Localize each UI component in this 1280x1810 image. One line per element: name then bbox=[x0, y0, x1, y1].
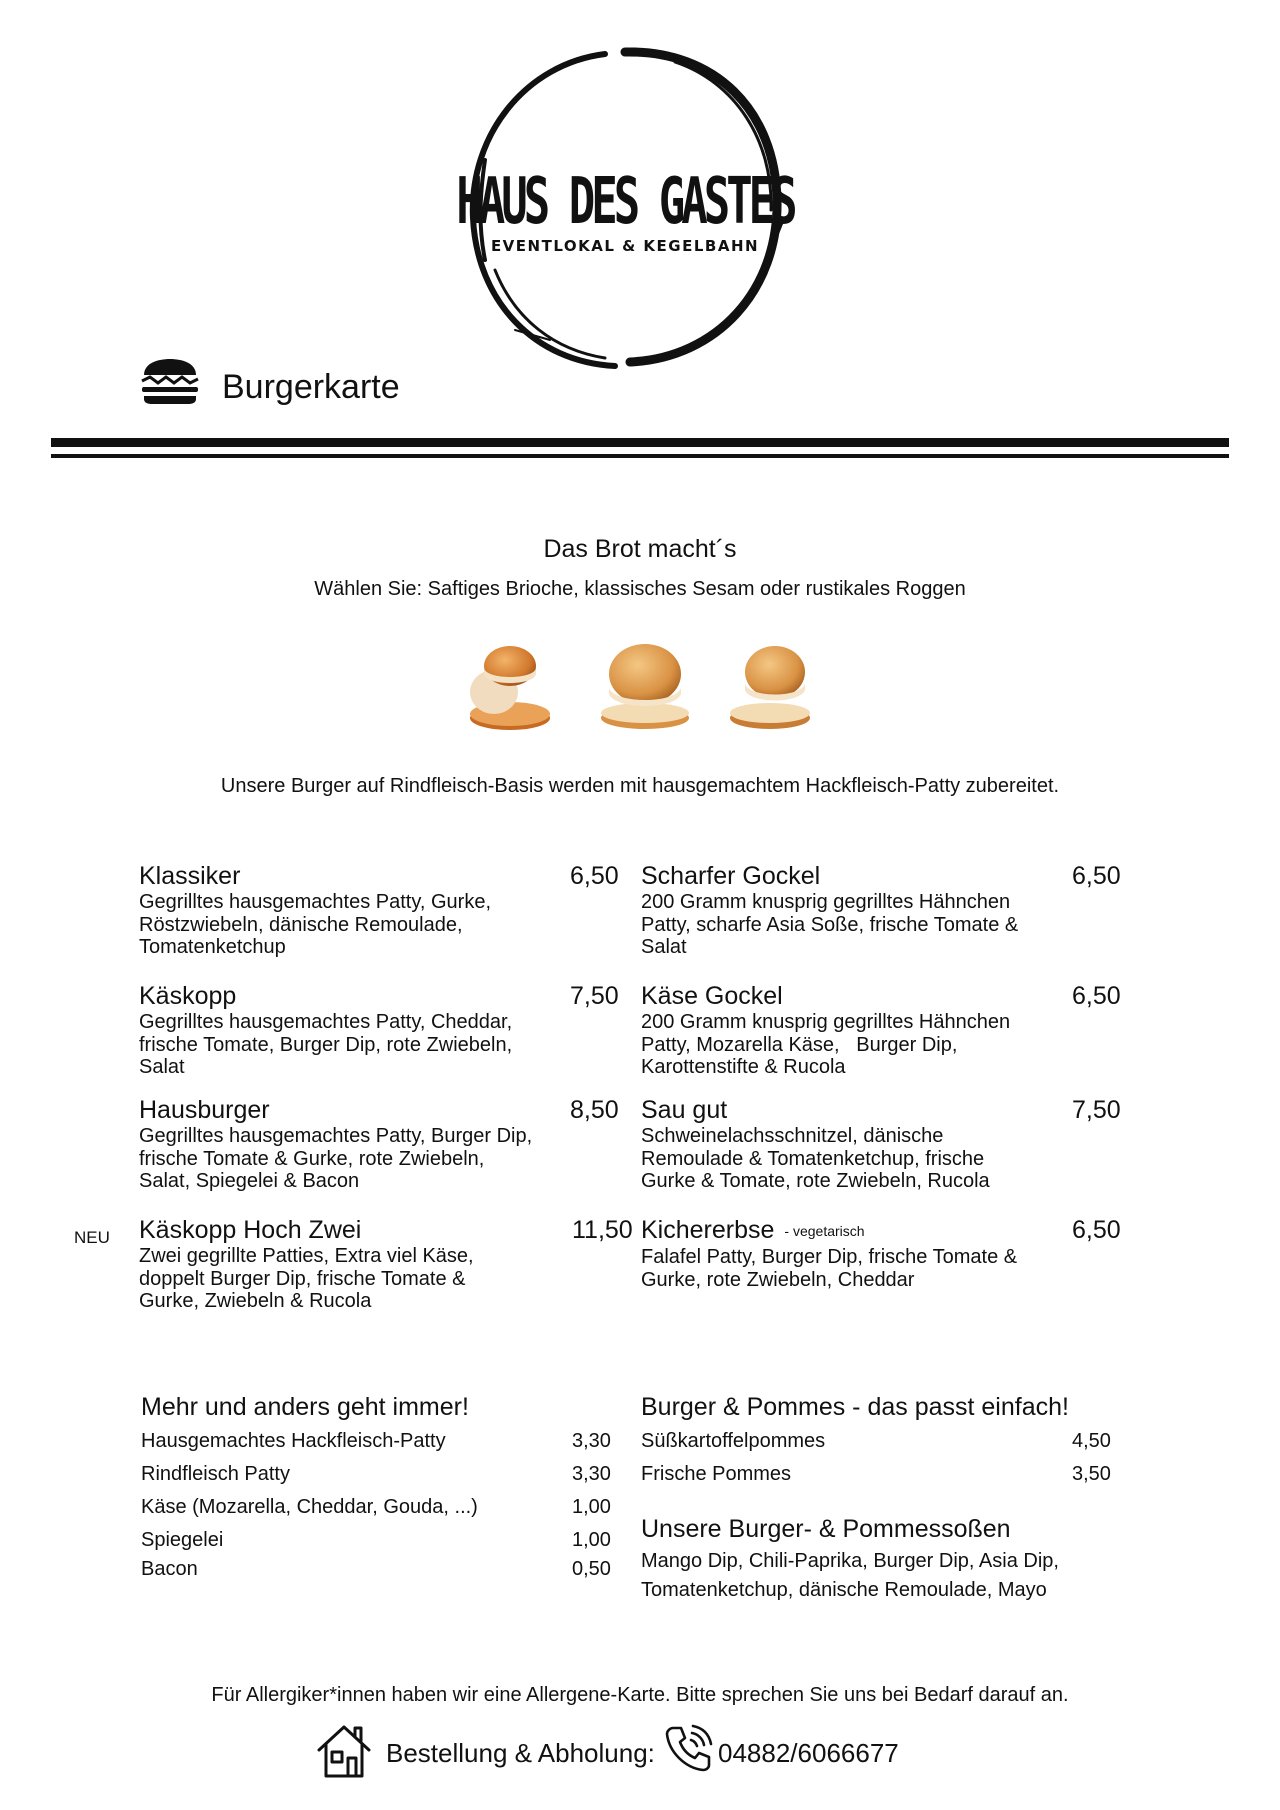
bun-images bbox=[450, 618, 840, 743]
sauces-line: Tomatenketchup, dänische Remoulade, Mayo bbox=[641, 1579, 1047, 1601]
menu-item bbox=[641, 1216, 1141, 1291]
divider-thin bbox=[51, 454, 1229, 458]
item-price: 7,50 bbox=[570, 982, 619, 1010]
item-description: Schweinelachsschnitzel, dänische Remoulade & Tomatenketchup, frische Gurke & Tomate, rote Zwiebeln, Rucola bbox=[641, 1125, 990, 1192]
item-name: Käskopp bbox=[139, 982, 237, 1010]
item-description: 200 Gramm knusprig gegrilltes Hähnchen Patty, scharfe Asia Soße, frische Tomate & Salat bbox=[641, 891, 1019, 958]
extras-title: Mehr und anders geht immer! bbox=[141, 1393, 469, 1421]
extra-price: 1,00 bbox=[572, 1496, 611, 1518]
item-description: Falafel Patty, Burger Dip, frische Tomate & Gurke, rote Zwiebeln, Cheddar bbox=[641, 1246, 1018, 1291]
extra-price: 1,00 bbox=[572, 1529, 611, 1551]
extra-name: Käse (Mozarella, Cheddar, Gouda, ...) bbox=[141, 1496, 478, 1518]
logo-title: HAUS DES GASTES bbox=[456, 165, 794, 239]
sauces-title: Unsere Burger- & Pommessoßen bbox=[641, 1515, 1011, 1543]
extra-price: 0,50 bbox=[572, 1558, 611, 1580]
extra-name: Hausgemachtes Hackfleisch-Patty bbox=[141, 1430, 446, 1452]
item-name: Scharfer Gockel bbox=[641, 862, 821, 890]
item-name bbox=[641, 1216, 1141, 1245]
extra-name: Spiegelei bbox=[141, 1529, 224, 1551]
phone-number[interactable]: 04882/6066677 bbox=[718, 1738, 899, 1768]
bread-heading: Das Brot macht´s bbox=[543, 535, 737, 563]
sauces-line: Mango Dip, Chili-Paprika, Burger Dip, Asia Dip, bbox=[641, 1550, 1059, 1572]
divider-thick bbox=[51, 438, 1229, 447]
vegetarian-tag: - vegetarisch bbox=[784, 1223, 865, 1239]
allergy-note: Für Allergiker*innen haben wir eine Allergene-Karte. Bitte sprechen Sie uns bei Bedarf darauf an. bbox=[211, 1684, 1069, 1706]
menu-item bbox=[641, 862, 1141, 959]
item-name: Käskopp Hoch Zwei bbox=[139, 1216, 362, 1244]
logo bbox=[455, 40, 795, 385]
extra-price: 3,30 bbox=[572, 1463, 611, 1485]
item-name: Käse Gockel bbox=[641, 982, 783, 1010]
menu-item bbox=[641, 1096, 1141, 1193]
extra-name: Bacon bbox=[141, 1558, 198, 1580]
sesame-bun-icon bbox=[601, 644, 689, 729]
item-price: 6,50 bbox=[570, 862, 619, 890]
fries-price: 4,50 bbox=[1072, 1430, 1111, 1452]
brioche-bun-icon bbox=[470, 646, 550, 730]
item-name: Hausburger bbox=[139, 1096, 270, 1124]
item-name: Sau gut bbox=[641, 1096, 728, 1124]
rye-bun-icon bbox=[730, 646, 810, 729]
item-description: Gegrilltes hausgemachtes Patty, Burger Dip, frische Tomate & Gurke, rote Zwiebeln, Salat, Spiegelei & Bacon bbox=[139, 1125, 533, 1192]
bread-subheading: Wählen Sie: Saftiges Brioche, klassisches Sesam oder rustikales Roggen bbox=[314, 578, 966, 600]
burger-icon bbox=[140, 357, 200, 405]
item-price: 7,50 bbox=[1072, 1096, 1121, 1124]
phone-icon bbox=[663, 1722, 715, 1774]
patty-note: Unsere Burger auf Rindfleisch-Basis werden mit hausgemachtem Hackfleisch-Patty zubereitet. bbox=[220, 775, 1060, 797]
item-price: 6,50 bbox=[1072, 1216, 1121, 1244]
menu-item bbox=[139, 1216, 639, 1313]
extra-name: Rindfleisch Patty bbox=[141, 1463, 290, 1485]
page-title: Burgerkarte bbox=[222, 368, 400, 406]
fries-name: Frische Pommes bbox=[641, 1463, 792, 1485]
item-description: Gegrilltes hausgemachtes Patty, Cheddar, frische Tomate, Burger Dip, rote Zwiebeln, Salat bbox=[139, 1011, 513, 1078]
item-price: 6,50 bbox=[1072, 982, 1121, 1010]
order-label: Bestellung & Abholung: bbox=[386, 1738, 655, 1768]
item-description: 200 Gramm knusprig gegrilltes Hähnchen Patty, Mozarella Käse, Burger Dip, Karottenstifte & Rucola bbox=[641, 1011, 1016, 1078]
menu-item bbox=[139, 862, 639, 959]
extra-price: 3,30 bbox=[572, 1430, 611, 1452]
house-icon bbox=[315, 1722, 373, 1780]
fries-title: Burger & Pommes - das passt einfach! bbox=[641, 1393, 1069, 1421]
logo-subtitle: EVENTLOKAL & KEGELBAHN bbox=[490, 237, 760, 255]
menu-item bbox=[641, 982, 1141, 1079]
new-badge: NEU bbox=[74, 1228, 110, 1247]
item-name-text: Kichererbse bbox=[641, 1216, 775, 1244]
item-price: 11,50 bbox=[572, 1216, 633, 1244]
item-description: Zwei gegrillte Patties, Extra viel Käse, doppelt Burger Dip, frische Tomate & Gurke, Zwiebeln & Rucola bbox=[139, 1245, 474, 1312]
menu-item bbox=[139, 982, 639, 1079]
menu-item bbox=[139, 1096, 639, 1193]
item-price: 8,50 bbox=[570, 1096, 619, 1124]
fries-name: Süßkartoffelpommes bbox=[641, 1430, 826, 1452]
item-name: Klassiker bbox=[139, 862, 241, 890]
fries-price: 3,50 bbox=[1072, 1463, 1111, 1485]
item-description: Gegrilltes hausgemachtes Patty, Gurke, Röstzwiebeln, dänische Remoulade, Tomatenketchup bbox=[139, 891, 492, 958]
item-price: 6,50 bbox=[1072, 862, 1121, 890]
